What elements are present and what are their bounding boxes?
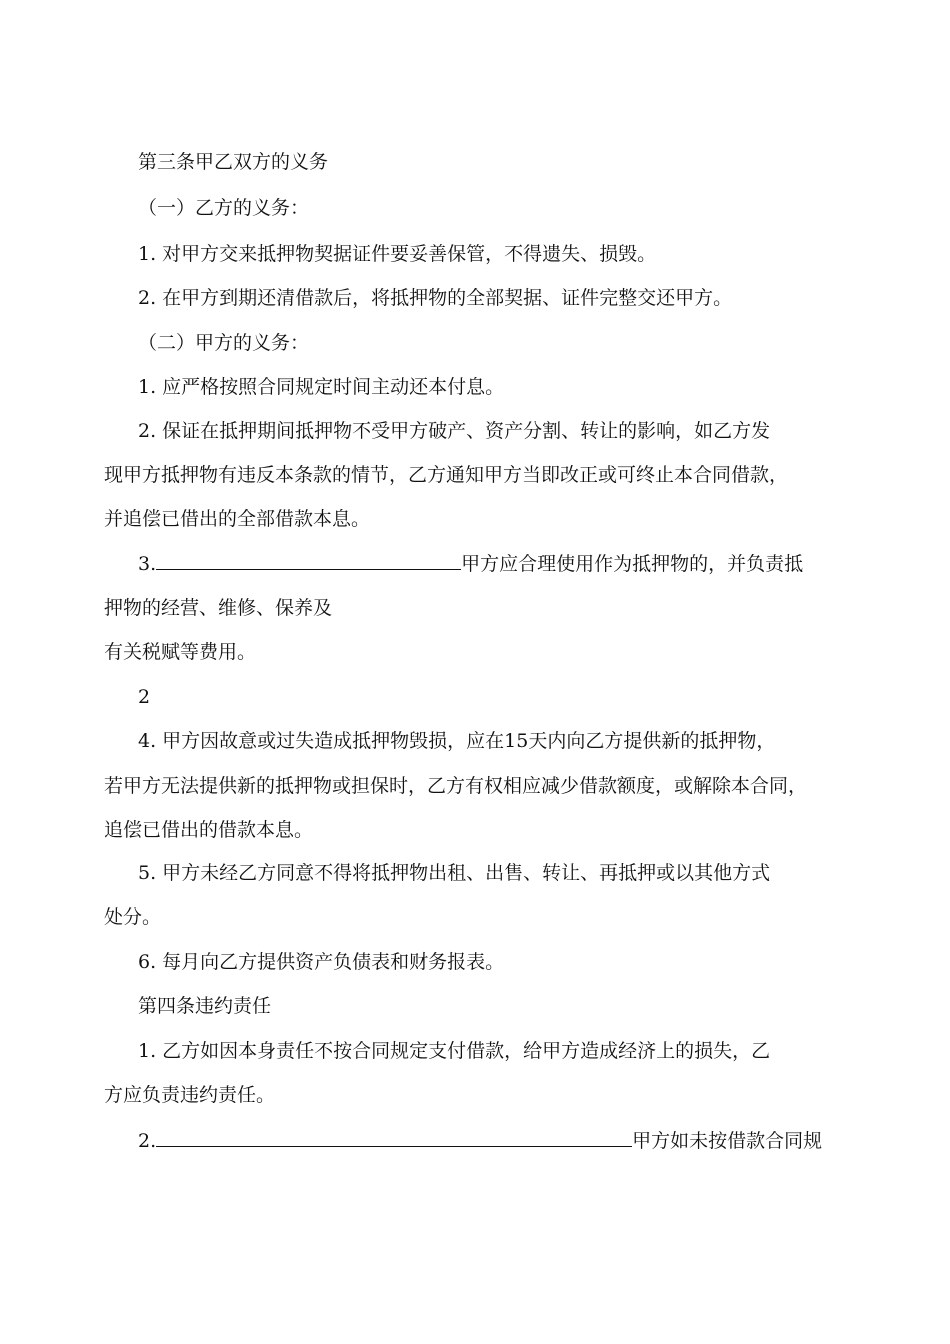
a4-item2-line1 bbox=[138, 1128, 822, 1153]
s2-item3-blank bbox=[156, 551, 461, 570]
a4-item1-line1: 1. 乙方如因本身责任不按合同规定支付借款，给甲方造成经济上的损失，乙 bbox=[138, 1040, 771, 1062]
section1-title: （一）乙方的义务： bbox=[138, 197, 310, 219]
s1-item1: 1. 对甲方交来抵押物契据证件要妥善保管，不得遗失、损毁。 bbox=[138, 243, 657, 265]
s2-item2-line3: 并追偿已借出的全部借款本息。 bbox=[104, 508, 371, 530]
s1-item2: 2. 在甲方到期还清借款后，将抵押物的全部契据、证件完整交还甲方。 bbox=[138, 287, 733, 309]
s2-item4-line3: 追偿已借出的借款本息。 bbox=[104, 819, 314, 841]
a4-item2-prefix: 2. bbox=[138, 1130, 157, 1152]
s2-item3-line3: 有关税赋等费用。 bbox=[104, 641, 257, 663]
section2-title: （二）甲方的义务： bbox=[138, 332, 310, 354]
s2-item5-line2: 处分。 bbox=[104, 906, 162, 928]
page-number: 2 bbox=[138, 686, 151, 708]
s2-item3-line1 bbox=[138, 551, 803, 576]
s2-item3-prefix: 3. bbox=[138, 553, 157, 575]
s2-item2-line1: 2. 保证在抵押期间抵押物不受甲方破产、资产分割、转让的影响，如乙方发 bbox=[138, 420, 771, 442]
a4-item1-line2: 方应负责违约责任。 bbox=[104, 1084, 276, 1106]
s2-item3-suffix: 甲方应合理使用作为抵押物的，并负责抵 bbox=[461, 553, 804, 575]
s2-item4-line2: 若甲方无法提供新的抵押物或担保时，乙方有权相应减少借款额度，或解除本合同， bbox=[104, 775, 808, 797]
s2-item2-line2: 现甲方抵押物有违反本条款的情节，乙方通知甲方当即改正或可终止本合同借款， bbox=[104, 464, 789, 486]
s2-item6: 6. 每月向乙方提供资产负债表和财务报表。 bbox=[138, 951, 505, 973]
s2-item4-line1: 4. 甲方因故意或过失造成抵押物毁损，应在15天内向乙方提供新的抵押物， bbox=[138, 730, 776, 752]
s2-item3-line2: 押物的经营、维修、保养及 bbox=[104, 597, 333, 619]
article3-title: 第三条甲乙双方的义务 bbox=[138, 151, 329, 173]
article4-title: 第四条违约责任 bbox=[138, 995, 272, 1017]
a4-item2-suffix: 甲方如未按借款合同规 bbox=[632, 1130, 823, 1152]
s2-item5-line1: 5. 甲方未经乙方同意不得将抵押物出租、出售、转让、再抵押或以其他方式 bbox=[138, 862, 771, 884]
s2-item1: 1. 应严格按照合同规定时间主动还本付息。 bbox=[138, 376, 505, 398]
a4-item2-blank bbox=[156, 1128, 632, 1147]
